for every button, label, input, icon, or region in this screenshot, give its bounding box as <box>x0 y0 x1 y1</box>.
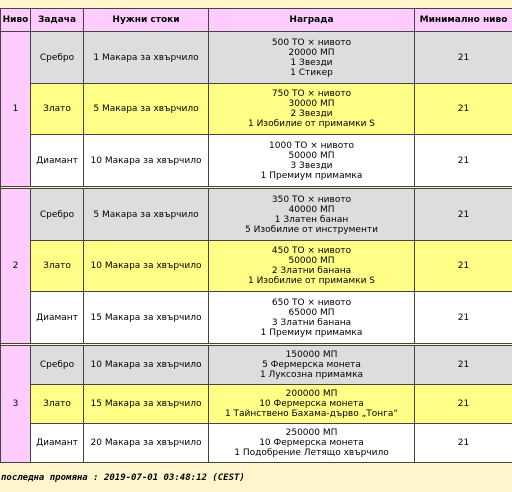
reward-line: 350 ТО × нивото <box>271 194 352 205</box>
table-row <box>1 292 512 344</box>
reward-line: 5 Фермерска монета <box>262 360 361 370</box>
task-cell: Злато <box>31 84 84 135</box>
goods-cell: 10 Макара за хвърчило <box>84 135 209 187</box>
goods-cell: 5 Макара за хвърчило <box>84 84 209 135</box>
reward-line: 1000 ТО × нивото <box>269 140 354 151</box>
reward-line: 1 Стикер <box>290 67 333 78</box>
task-cell: Сребро <box>31 189 84 241</box>
header-min-level: Минимално ниво <box>415 9 512 32</box>
reward-line: 10 Фермерска монета <box>259 438 364 448</box>
task-cell: Злато <box>31 241 84 292</box>
reward-line: 1 Изобилие от примамки S <box>247 119 376 129</box>
min-level-cell: 21 <box>415 292 512 344</box>
reward-line: 250000 МП <box>285 428 338 438</box>
reward-cell <box>209 135 415 187</box>
reward-line: 5 Изобилие от инструменти <box>245 224 378 235</box>
goods-cell: 15 Макара за хвърчило <box>84 292 209 344</box>
reward-line: 1 Луксозна примамка <box>259 370 364 380</box>
header-level: Ниво <box>1 9 31 32</box>
reward-line: 10 Фермерска монета <box>259 399 364 409</box>
table-row <box>1 424 512 463</box>
table-row <box>1 189 512 241</box>
task-cell: Сребро <box>31 346 84 385</box>
reward-line: 3 Златни банана <box>271 317 352 328</box>
header-goods: Нужни стоки <box>84 9 209 32</box>
reward-line: 40000 МП <box>288 204 335 215</box>
reward-cell <box>209 385 415 424</box>
reward-cell <box>209 32 415 84</box>
reward-line: 20000 МП <box>288 47 335 58</box>
task-cell: Злато <box>31 385 84 424</box>
reward-cell <box>209 84 415 135</box>
reward-line: 2 Звезди <box>290 109 333 119</box>
level-cell: 1 <box>1 32 31 187</box>
goods-cell: 10 Макара за хвърчило <box>84 346 209 385</box>
goods-cell: 5 Макара за хвърчило <box>84 189 209 241</box>
task-cell: Диамант <box>31 292 84 344</box>
min-level-cell: 21 <box>415 346 512 385</box>
reward-line: 3 Звезди <box>290 160 333 171</box>
min-level-cell: 21 <box>415 84 512 135</box>
goods-cell: 10 Макара за хвърчило <box>84 241 209 292</box>
reward-line: 1 Звезди <box>290 57 333 68</box>
reward-line: 2 Златни банана <box>271 266 352 276</box>
table-row <box>1 241 512 292</box>
level-cell: 3 <box>1 346 31 463</box>
reward-line: 1 Тайнствено Бахама-дърво „Тонга“ <box>224 409 399 419</box>
task-cell: Диамант <box>31 424 84 463</box>
reward-line: 1 Премиум примамка <box>260 327 363 338</box>
reward-line: 50000 МП <box>288 256 335 266</box>
reward-line: 50000 МП <box>288 150 335 161</box>
reward-cell <box>209 424 415 463</box>
goods-cell: 20 Макара за хвърчило <box>84 424 209 463</box>
table-row <box>1 32 512 84</box>
reward-line: 1 Премиум примамка <box>260 170 363 181</box>
min-level-cell: 21 <box>415 241 512 292</box>
task-cell: Диамант <box>31 135 84 187</box>
reward-line: 1 Изобилие от примамки S <box>247 276 376 286</box>
quest-table-body <box>1 32 512 463</box>
reward-line: 30000 МП <box>288 99 335 109</box>
last-modified: последна промяна : 2019-07-01 03:48:12 (CEST) <box>1 473 245 483</box>
reward-line: 1 Златен банан <box>274 214 349 225</box>
min-level-cell: 21 <box>415 424 512 463</box>
reward-line: 150000 МП <box>285 350 338 360</box>
reward-cell <box>209 241 415 292</box>
level-cell: 2 <box>1 189 31 344</box>
header-row <box>1 9 512 32</box>
min-level-cell: 21 <box>415 32 512 84</box>
reward-line: 65000 МП <box>288 307 335 318</box>
header-reward: Награда <box>209 9 415 32</box>
min-level-cell: 21 <box>415 385 512 424</box>
table-row <box>1 84 512 135</box>
reward-line: 1 Подобрение Летящо хвърчило <box>234 448 389 458</box>
table-row <box>1 385 512 424</box>
goods-cell: 1 Макара за хвърчило <box>84 32 209 84</box>
task-cell: Сребро <box>31 32 84 84</box>
goods-cell: 15 Макара за хвърчило <box>84 385 209 424</box>
reward-cell <box>209 292 415 344</box>
quest-table <box>0 8 512 463</box>
reward-line: 450 ТО × нивото <box>271 246 352 256</box>
reward-cell <box>209 346 415 385</box>
table-row <box>1 135 512 187</box>
reward-line: 500 ТО × нивото <box>271 37 352 48</box>
min-level-cell: 21 <box>415 135 512 187</box>
reward-line: 200000 МП <box>285 389 338 399</box>
header-task: Задача <box>31 9 84 32</box>
min-level-cell: 21 <box>415 189 512 241</box>
reward-line: 650 ТО × нивото <box>271 297 352 308</box>
table-row <box>1 346 512 385</box>
reward-cell <box>209 189 415 241</box>
reward-line: 750 ТО × нивото <box>271 89 352 99</box>
